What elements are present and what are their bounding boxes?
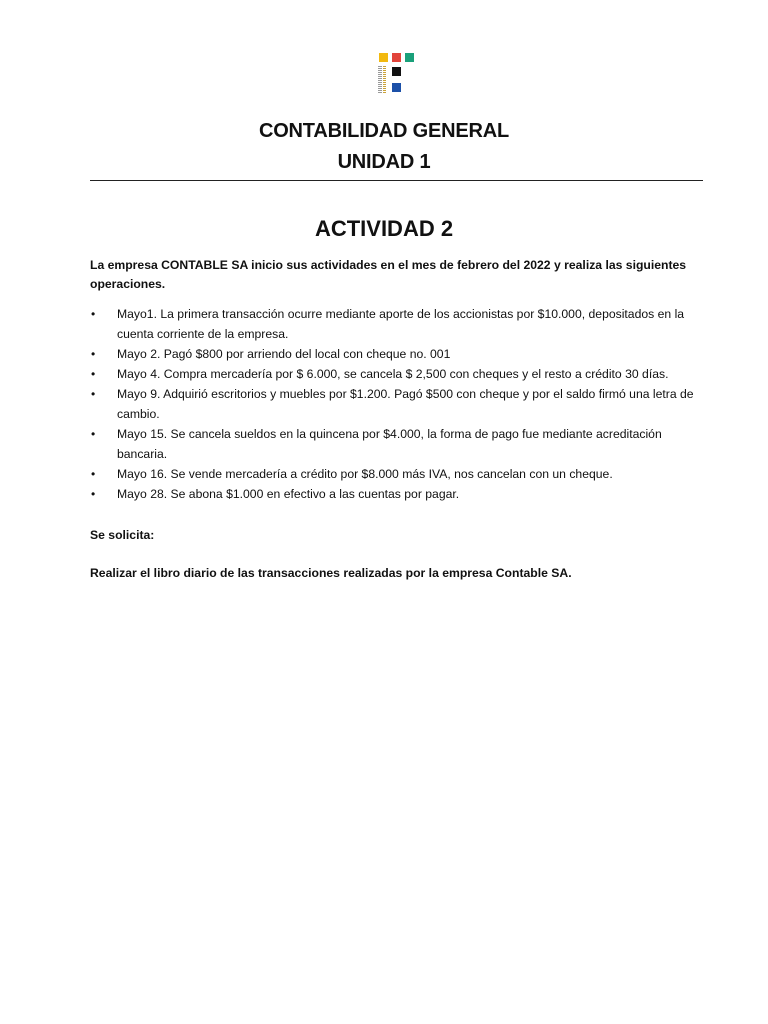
activity-title: ACTIVIDAD 2 [314,216,454,241]
bullet-icon: • [91,467,96,481]
unit-title: UNIDAD 1 [337,151,431,173]
bullet-icon: • [91,307,96,321]
logo-square-red [392,53,401,62]
logo-vertical-lettering-accent [383,66,386,94]
logo-square-black [392,67,401,76]
bullet-icon: • [91,427,96,441]
operation-text: Mayo 4. Compra mercadería por $ 6.000, se cancela $ 2,500 con cheques y el resto a crédito 30 días. [117,367,669,381]
bullet-icon: • [91,387,96,401]
list-item [90,344,703,364]
title-divider [90,180,703,181]
logo-square-yellow [379,53,388,62]
logo-square-blue [392,83,401,92]
request-label: Se solicita: [90,528,155,542]
intro-paragraph: La empresa CONTABLE SA inicio sus actividades en el mes de febrero del 2022 y realiza las siguientes operaciones. [90,258,687,291]
logo-vertical-lettering [378,66,382,94]
operations-list [90,304,703,504]
bullet-icon: • [91,367,96,381]
list-item [90,424,703,464]
institution-logo-icon [376,50,418,96]
list-item [90,484,703,504]
list-item [90,464,703,484]
operation-text: Mayo1. La primera transacción ocurre mediante aporte de los accionistas por $10.000, depositados en la cuenta corriente de la empresa. [117,307,685,341]
list-item [90,304,703,344]
bullet-icon: • [91,487,96,501]
operation-text: Mayo 28. Se abona $1.000 en efectivo a las cuentas por pagar. [117,487,460,501]
course-title: CONTABILIDAD GENERAL [258,120,510,142]
operation-text: Mayo 9. Adquirió escritorios y muebles por $1.200. Pagó $500 con cheque y por el saldo firmó una letra de cambio. [117,387,694,421]
list-item [90,364,703,384]
task-text: Realizar el libro diario de las transacciones realizadas por la empresa Contable SA. [90,566,572,580]
operation-text: Mayo 2. Pagó $800 por arriendo del local con cheque no. 001 [117,347,451,361]
logo-square-green [405,53,414,62]
list-item [90,384,703,424]
bullet-icon: • [91,347,96,361]
operation-text: Mayo 15. Se cancela sueldos en la quincena por $4.000, la forma de pago fue mediante acreditación bancaria. [117,427,662,461]
operation-text: Mayo 16. Se vende mercadería a crédito por $8.000 más IVA, nos cancelan con un cheque. [117,467,613,481]
